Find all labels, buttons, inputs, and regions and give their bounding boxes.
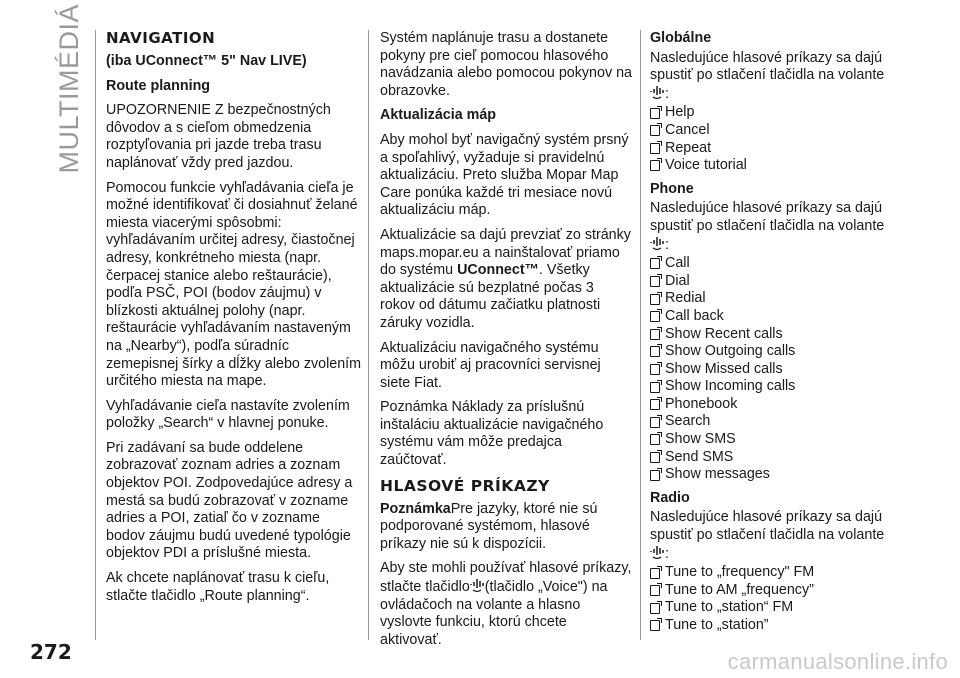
list-item-label: Tune to AM „frequency” <box>665 581 814 598</box>
section-side-label-text: MULTIMÉDIÁ <box>53 4 84 174</box>
checkbox-bullet-icon <box>650 417 660 428</box>
list-item-label: Call <box>665 255 690 272</box>
voice-button-icon <box>650 236 664 252</box>
page-number: 272 <box>30 640 72 664</box>
list-item-label: Help <box>665 104 695 121</box>
global-mic-line <box>650 85 912 104</box>
list-item <box>650 361 912 379</box>
list-item <box>650 378 912 396</box>
radio-intro: Nasledujúce hlasové príkazy sa dajú spustiť po stlačení tlačidla na volante <box>650 509 885 544</box>
list-item <box>650 343 912 361</box>
list-item <box>650 599 912 617</box>
column-divider-1 <box>368 30 369 640</box>
checkbox-bullet-icon <box>650 364 660 375</box>
phone-mic-line <box>650 236 912 255</box>
list-item-label: Voice tutorial <box>665 157 747 174</box>
column-divider-2 <box>640 30 641 640</box>
global-title: Globálne <box>650 30 712 46</box>
list-item <box>650 122 912 140</box>
list-item-label: Call back <box>665 307 724 324</box>
list-item-label: Show Missed calls <box>665 360 783 377</box>
usage-text-2: (tlačidlo „Voice") na ovládačoch na volante a hlasno vyslovte funkciu, ktorú chcete aktivovať. <box>380 579 608 648</box>
voice-button-icon <box>650 545 664 561</box>
list-item <box>650 564 912 582</box>
list-item <box>650 617 912 635</box>
checkbox-bullet-icon <box>650 585 660 596</box>
list-item-label: Search <box>665 413 711 430</box>
list-item <box>650 140 912 158</box>
global-intro: Nasledujúce hlasové príkazy sa dajú spustiť po stlačení tlačidla na volante <box>650 49 885 84</box>
list-item-label: Dial <box>665 272 690 289</box>
checkbox-bullet-icon <box>650 568 660 579</box>
download-text-2: . Všetky aktualizácie sú bezplatné počas 3 rokov od dátumu začiatku platnosti záruky vozidla. <box>380 262 601 331</box>
margin-divider <box>95 30 96 640</box>
language-note-paragraph <box>380 501 632 554</box>
download-paragraph <box>380 227 632 333</box>
list-item-label: Cancel <box>665 121 710 138</box>
voice-button-icon <box>470 578 484 594</box>
checkbox-bullet-icon <box>650 329 660 340</box>
colon: : <box>665 85 669 102</box>
list-item <box>650 255 912 273</box>
list-item-label: Redial <box>665 290 706 307</box>
download-text-1: Aktualizácie sa dajú prevziať zo stránky maps.mopar.eu a nainštalovať priamo do systému <box>380 226 631 279</box>
checkbox-bullet-icon <box>650 399 660 410</box>
list-item <box>650 273 912 291</box>
section-side-label <box>46 4 92 174</box>
list-item-label: Show SMS <box>665 431 736 448</box>
voice-button-icon <box>650 85 664 101</box>
input-paragraph: Pri zadávaní sa bude oddelene zobrazovať zoznam adries a zoznam objektov POI. Zodpovedajúce adresy a mestá sa budú zobrazovať v zozname adries a POI, zatiaľ čo v zozname bodov záujmu budú uvedené typológie objektov PDI a príslušné miesta. <box>106 439 353 562</box>
checkbox-bullet-icon <box>650 125 660 136</box>
radio-title: Radio <box>650 489 690 506</box>
checkbox-bullet-icon <box>650 603 660 614</box>
list-item-label: Show Outgoing calls <box>665 343 796 360</box>
list-item <box>650 396 912 414</box>
list-item <box>650 308 912 326</box>
checkbox-bullet-icon <box>650 470 660 481</box>
list-item <box>650 157 912 175</box>
watermark: carmanualsonline.info <box>727 649 948 674</box>
checkbox-bullet-icon <box>650 294 660 305</box>
checkbox-bullet-icon <box>650 160 660 171</box>
map-update-paragraph: Aby mohol byť navigačný systém prsný a spoľahlivý, vyžaduje si pravidelnú aktualizáciu. Preto služba Mopar Map Care ponúka každé tri mesiace novú aktualizáciu máp. <box>380 131 629 219</box>
radio-commands-list <box>650 564 912 634</box>
checkbox-bullet-icon <box>650 311 660 322</box>
language-note-text: Pre jazyky, ktoré nie sú podporované systémom, hlasové príkazy nie sú k dispozícii. <box>380 500 598 552</box>
phone-title: Phone <box>650 180 694 197</box>
usage-text-1: Aby ste mohli používať hlasové príkazy, stlačte tlačidlo <box>380 560 632 596</box>
set-destination-paragraph: Vyhľadávanie cieľa nastavíte zvolením položky „Search“ v hlavnej ponuke. <box>106 397 350 432</box>
list-item-label: Tune to „station“ FM <box>665 599 794 616</box>
checkbox-bullet-icon <box>650 382 660 393</box>
checkbox-bullet-icon <box>650 452 660 463</box>
list-item-label: Repeat <box>665 139 712 156</box>
checkbox-bullet-icon <box>650 258 660 269</box>
list-item-label: Tune to „frequency" FM <box>665 564 815 581</box>
list-item-label: Phonebook <box>665 395 738 412</box>
list-item <box>650 431 912 449</box>
list-item <box>650 449 912 467</box>
voice-commands-heading: HLASOVÉ PRÍKAZY <box>380 476 550 495</box>
usage-paragraph <box>380 560 632 649</box>
route-planning-title: Route planning <box>106 77 211 94</box>
checkbox-bullet-icon <box>650 434 660 445</box>
checkbox-bullet-icon <box>650 276 660 287</box>
list-item-label: Tune to „station” <box>665 617 769 633</box>
map-update-title: Aktualizácia máp <box>380 107 497 124</box>
uconnect-brand: UConnect™ <box>457 262 539 279</box>
column-1 <box>106 30 362 612</box>
list-item-label: Show Recent calls <box>665 325 783 342</box>
phone-commands-list <box>650 255 912 484</box>
list-item-label: Show Incoming calls <box>665 378 796 395</box>
column-2 <box>380 30 632 656</box>
list-item <box>650 290 912 308</box>
list-item <box>650 104 912 122</box>
warning-paragraph: UPOZORNENIE Z bezpečnostných dôvodov a s cieľom obmedzenia rozptyľovania pri jazde treba trasu naplánovať vždy pred jazdou. <box>106 102 331 171</box>
list-item-label: Send SMS <box>665 448 734 465</box>
list-item <box>650 326 912 344</box>
phone-intro: Nasledujúce hlasové príkazy sa dajú spustiť po stlačení tlačidla na volante <box>650 200 885 234</box>
list-item-label: Show messages <box>665 466 770 483</box>
global-commands-list <box>650 104 912 174</box>
note-label: Poznámka <box>380 500 451 517</box>
radio-mic-line <box>650 545 912 564</box>
navigation-subheading: (iba UConnect™ 5" Nav LIVE) <box>106 53 307 69</box>
colon: : <box>665 545 669 562</box>
checkbox-bullet-icon <box>650 108 660 119</box>
checkbox-bullet-icon <box>650 620 660 631</box>
search-paragraph: Pomocou funkcie vyhľadávania cieľa je možné identifikovať či dosiahnuť želané miesta viacerými spôsobmi: vyhľadávaním určitej adresy, čiastočnej adresy, konkrétneho miesta (napr. čerpacej stanice alebo reštaurácie), podľa PSČ, POI (bodov záujmu) v blízkosti aktuálnej polohy (napr. reštaurácie vyhľadávaním nastaveným na „Nearby“), podľa súradníc zemepisnej šírky a dĺžky alebo zvolením určitého miesta na mape. <box>106 179 362 390</box>
checkbox-bullet-icon <box>650 143 660 154</box>
list-item <box>650 466 912 484</box>
column-3 <box>650 30 912 641</box>
system-paragraph: Systém naplánuje trasu a dostanete pokyny pre cieľ pomocou hlasového navádzania alebo pomocou pokynov na obrazovke. <box>380 30 632 99</box>
plan-route-paragraph: Ak chcete naplánovať trasu k cieľu, stlačte tlačidlo „Route planning“. <box>106 570 330 604</box>
list-item <box>650 413 912 431</box>
colon: : <box>665 236 669 253</box>
navigation-heading: NAVIGATION <box>106 29 216 47</box>
dealer-paragraph: Aktualizáciu navigačného systému môžu urobiť aj pracovníci servisnej siete Fiat. <box>380 339 601 391</box>
list-item <box>650 582 912 600</box>
note-paragraph: Poznámka Náklady za príslušnú inštaláciu aktualizácie navigačného systému vám môže predajca zaúčtovať. <box>380 399 604 469</box>
checkbox-bullet-icon <box>650 346 660 357</box>
